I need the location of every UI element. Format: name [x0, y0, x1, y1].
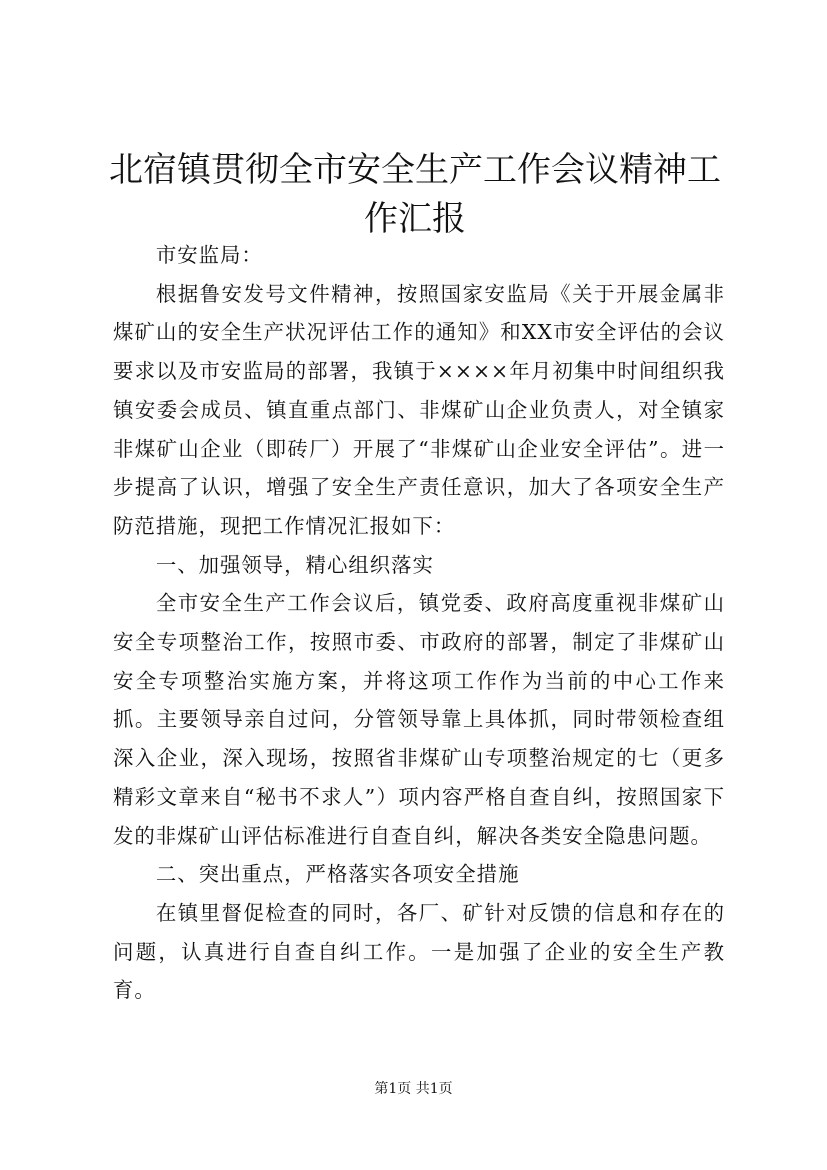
intro-paragraph: 根据鲁安发号文件精神，按照国家安监局《关于开展金属非煤矿山的安全生产状况评估工作的通知》和XX市安全评估的会议要求以及市安监局的部署，我镇于××××年月初集中时间组织我镇安委会成员、镇直重点部门、非煤矿山企业负责人，对全镇家非煤矿山企业（即砖厂）开展了“非煤矿山企业安全评估”。进一步提高了认识，增强了安全生产责任意识，加大了各项安全生产防范措施，现把工作情况汇报如下：: [113, 281, 725, 538]
section-1-paragraph: 全市安全生产工作会议后，镇党委、政府高度重视非煤矿山安全专项整治工作，按照市委、市政府的部署，制定了非煤矿山安全专项整治实施方案，并将这项工作作为当前的中心工作来抓。主要领导亲自过问，分管领导靠上具体抓，同时带领检查组深入企业，深入现场，按照省非煤矿山专项整治规定的七（更多精彩文章来自“秘书不求人”）项内容严格自查自纠，按照国家下发的非煤矿山评估标准进行自查自纠，解决各类安全隐患问题。: [113, 591, 725, 848]
section-2-paragraph: 在镇里督促检查的同时，各厂、矿针对反馈的信息和存在的问题，认真进行自查自纠工作。一是加强了企业的安全生产教育。: [113, 900, 725, 1003]
document-title: 北宿镇贯彻全市安全生产工作会议精神工作汇报: [109, 150, 721, 239]
document-body: [113, 236, 725, 1010]
section-heading-1: 一、加强领导，精心组织落实: [155, 552, 434, 577]
section-heading-2: 二、突出重点，严格落实各项安全措施: [155, 862, 520, 887]
salutation-paragraph: 市安监局：: [155, 243, 263, 267]
page-footer: 第1页 共1页: [374, 1081, 453, 1097]
